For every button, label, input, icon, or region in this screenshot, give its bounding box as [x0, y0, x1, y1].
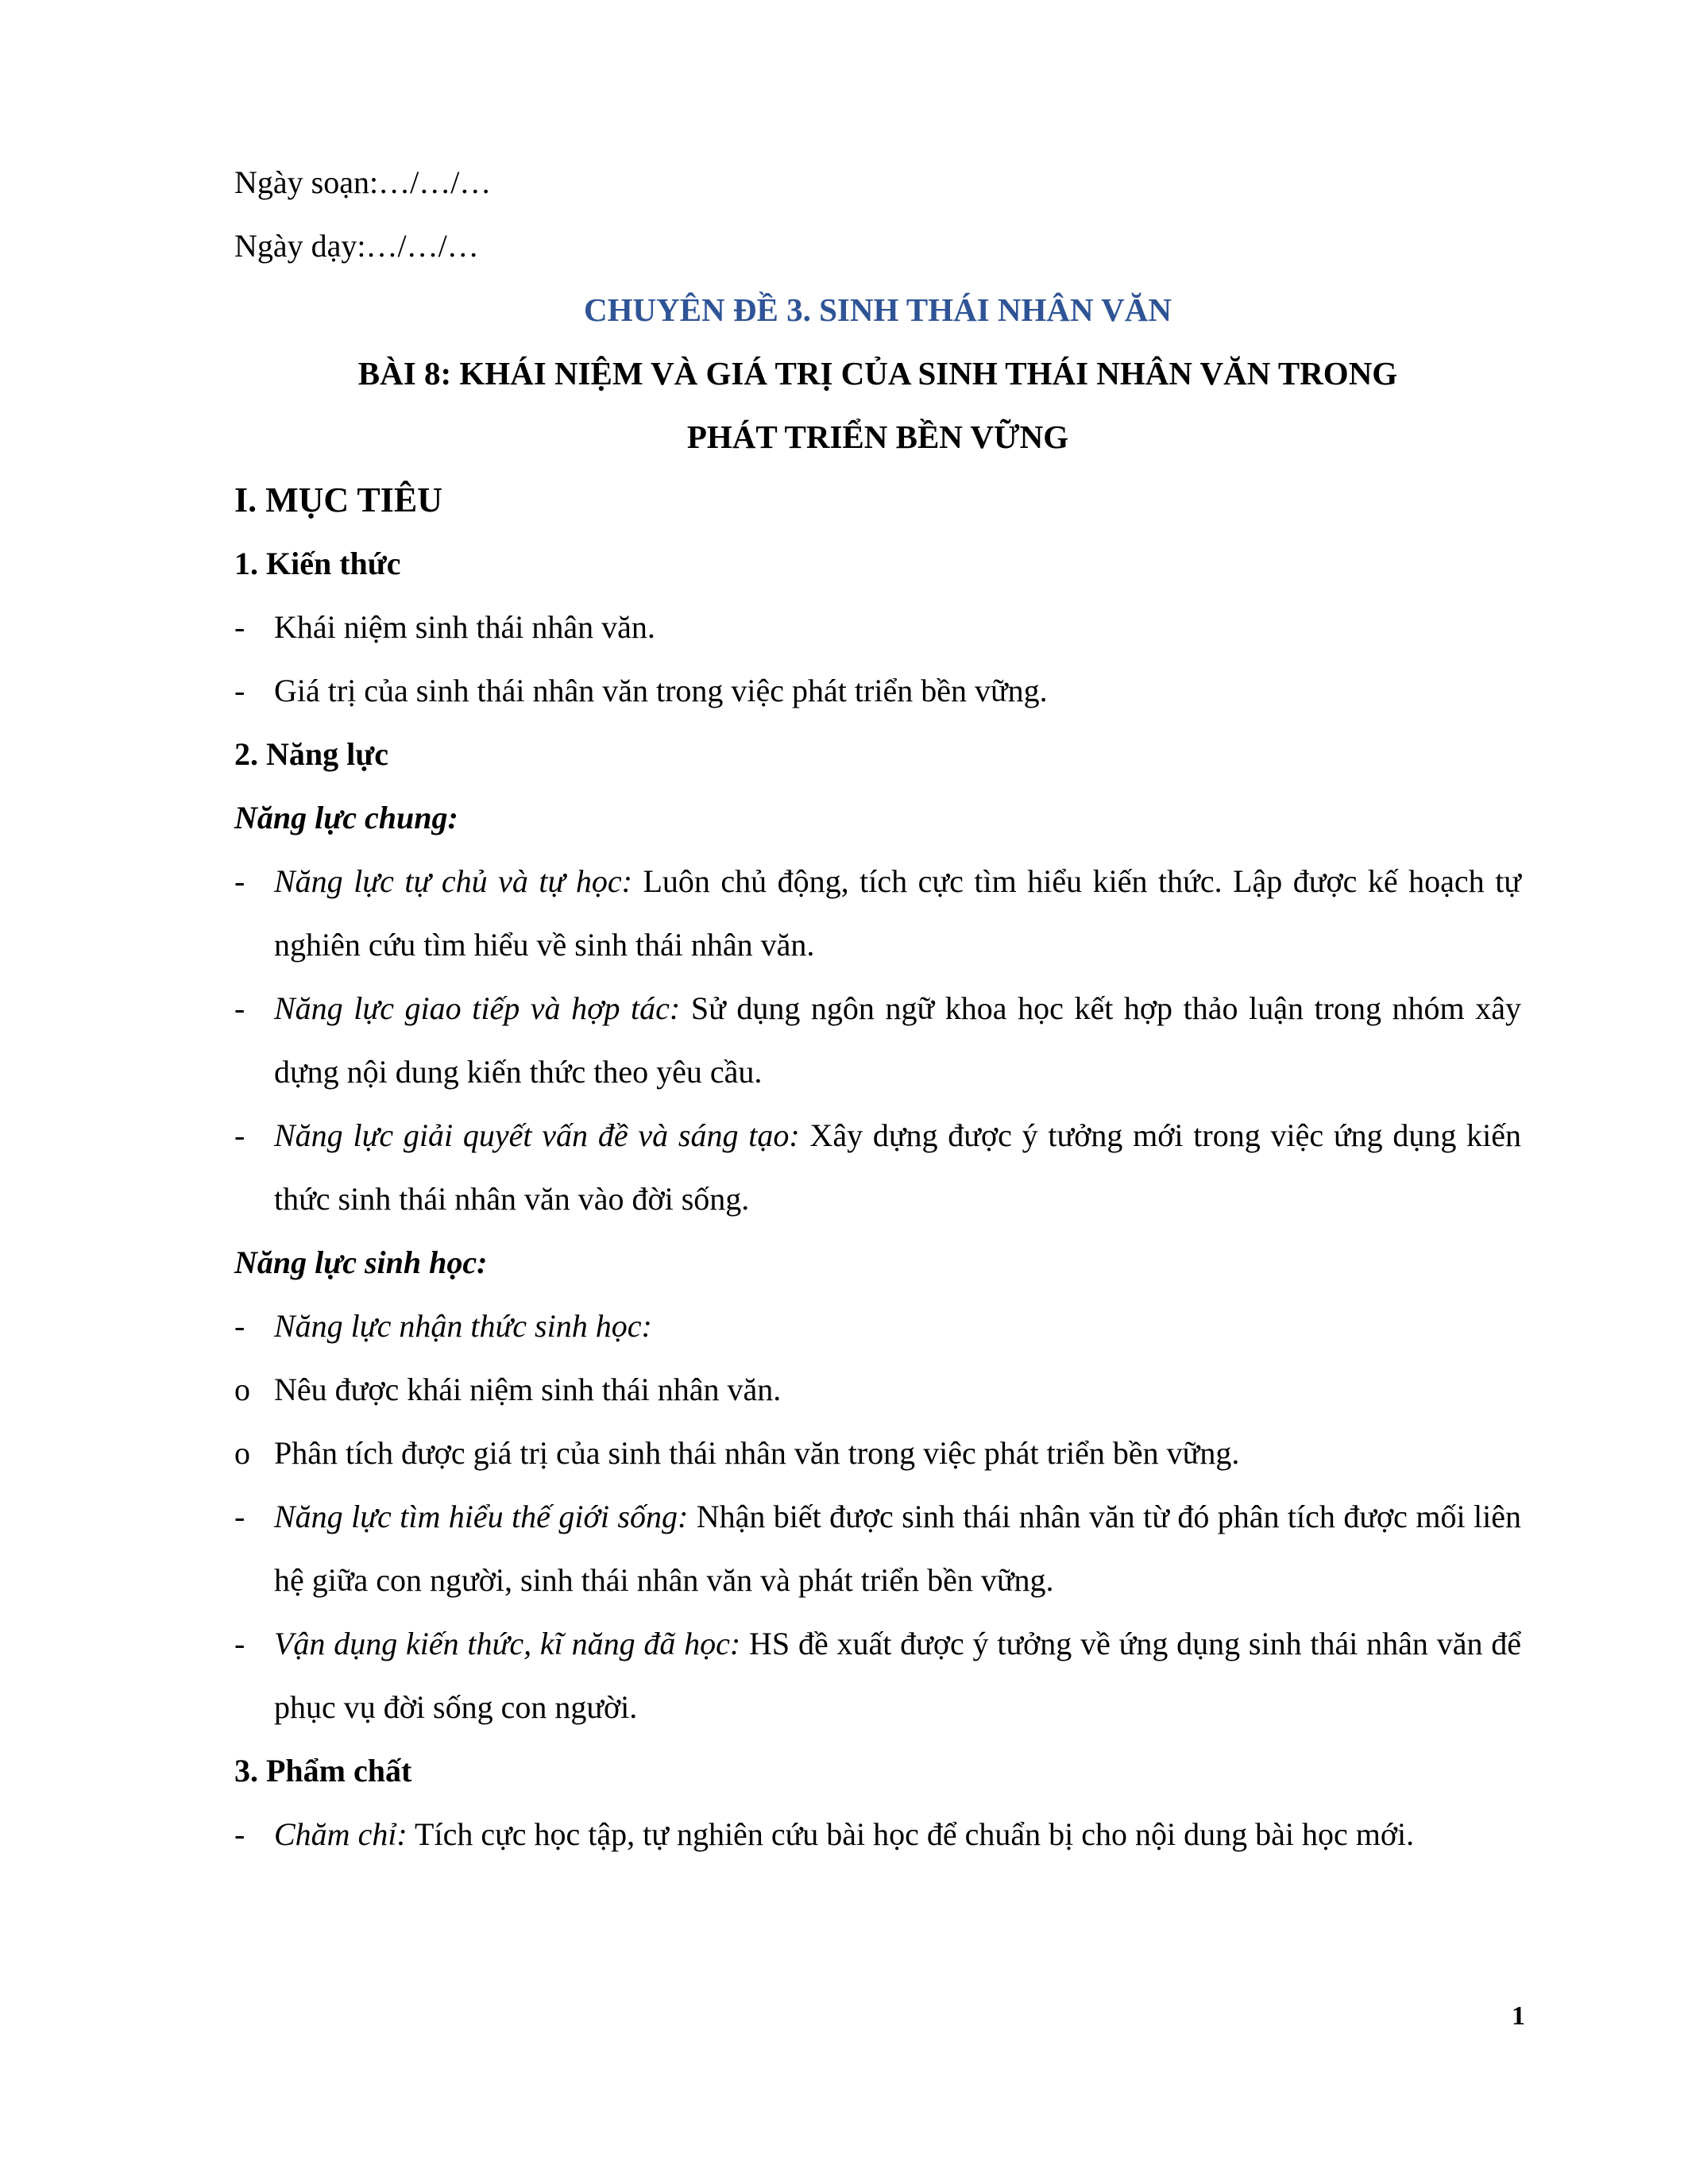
- section-objectives-heading: I. MỤC TIÊU: [234, 480, 443, 519]
- dash-marker: -: [234, 1626, 245, 1661]
- dash-marker: -: [234, 609, 245, 645]
- page-number: 1: [1512, 2001, 1525, 2031]
- dash-marker: -: [234, 673, 245, 708]
- knowledge-item-text: Khái niệm sinh thái nhân văn.: [274, 609, 655, 645]
- knowledge-heading: 1. Kiến thức: [234, 546, 401, 581]
- cognition-subitem-text: Nêu được khái niệm sinh thái nhân văn.: [274, 1372, 782, 1407]
- prep-date: Ngày soạn:…/…/…: [234, 164, 492, 200]
- general-competence-item: [234, 850, 1521, 977]
- competence-text: Luôn chủ động, tích cực tìm hiểu kiến thức. Lập được kế hoạch tự nghiên cứu tìm hiểu về sinh thái nhân văn.: [274, 863, 1521, 963]
- biology-competence-heading: Năng lực sinh học:: [234, 1244, 488, 1280]
- competence-heading: 2. Năng lực: [234, 736, 389, 772]
- general-competence-item: [234, 977, 1521, 1104]
- competence-label: Năng lực giải quyết vấn đề và sáng tạo:: [274, 1117, 800, 1153]
- competence-text: HS đề xuất được ý tưởng về ứng dụng sinh thái nhân văn để phục vụ đời sống con người.: [274, 1626, 1522, 1725]
- dash-marker: -: [234, 1816, 245, 1852]
- quality-label: Chăm chỉ:: [274, 1816, 408, 1852]
- dash-marker: -: [234, 863, 245, 899]
- document-page: [234, 151, 1521, 1866]
- competence-text: Sử dụng ngôn ngữ khoa học kết hợp thảo luận trong nhóm xây dựng nội dung kiến thức theo yêu cầu.: [274, 990, 1521, 1090]
- biology-explore-item: [234, 1485, 1521, 1612]
- circle-marker: o: [234, 1372, 250, 1407]
- quality-text: Tích cực học tập, tự nghiên cứu bài học để chuẩn bị cho nội dung bài học mới.: [407, 1816, 1415, 1852]
- competence-label: Năng lực giao tiếp và hợp tác:: [274, 990, 681, 1026]
- competence-label: Vận dụng kiến thức, kĩ năng đã học:: [274, 1626, 741, 1661]
- cognition-subitem: [234, 1422, 1521, 1485]
- general-competence-heading: Năng lực chung:: [234, 800, 458, 835]
- teach-date: Ngày dạy:…/…/…: [234, 228, 479, 264]
- dash-marker: -: [234, 1117, 245, 1153]
- dash-marker: -: [234, 1499, 245, 1534]
- dash-marker: -: [234, 990, 245, 1026]
- lesson-title-line-1: BÀI 8: KHÁI NIỆM VÀ GIÁ TRỊ CỦA SINH THÁI NHÂN VĂN TRONG: [357, 355, 1398, 392]
- competence-text: Xây dựng được ý tưởng mới trong việc ứng dụng kiến thức sinh thái nhân văn vào đời sống.: [274, 1117, 1521, 1217]
- dash-marker: -: [234, 1308, 245, 1344]
- cognition-subitem-text: Phân tích được giá trị của sinh thái nhân văn trong việc phát triển bền vững.: [274, 1435, 1240, 1471]
- competence-label: Năng lực tự chủ và tự học:: [274, 863, 632, 899]
- quality-item: [234, 1803, 1521, 1866]
- competence-text: Nhận biết được sinh thái nhân văn từ đó phân tích được mối liên hệ giữa con người, sinh thái nhân văn và phát triển bền vững.: [274, 1499, 1521, 1598]
- competence-label: Năng lực tìm hiểu thế giới sống:: [274, 1499, 689, 1534]
- competence-label: Năng lực nhận thức sinh học:: [274, 1308, 652, 1344]
- knowledge-item: [234, 596, 1521, 659]
- biology-apply-item: [234, 1612, 1521, 1739]
- lesson-title-line-2: PHÁT TRIỂN BỀN VỮNG: [686, 419, 1069, 455]
- circle-marker: o: [234, 1435, 250, 1471]
- biology-cognition-item: [234, 1295, 1521, 1358]
- knowledge-item-text: Giá trị của sinh thái nhân văn trong việc phát triển bền vững.: [274, 673, 1048, 708]
- general-competence-item: [234, 1104, 1521, 1231]
- knowledge-item: [234, 659, 1521, 723]
- qualities-heading: 3. Phẩm chất: [234, 1753, 412, 1788]
- topic-title: CHUYÊN ĐỀ 3. SINH THÁI NHÂN VĂN: [583, 291, 1172, 328]
- cognition-subitem: [234, 1358, 1521, 1422]
